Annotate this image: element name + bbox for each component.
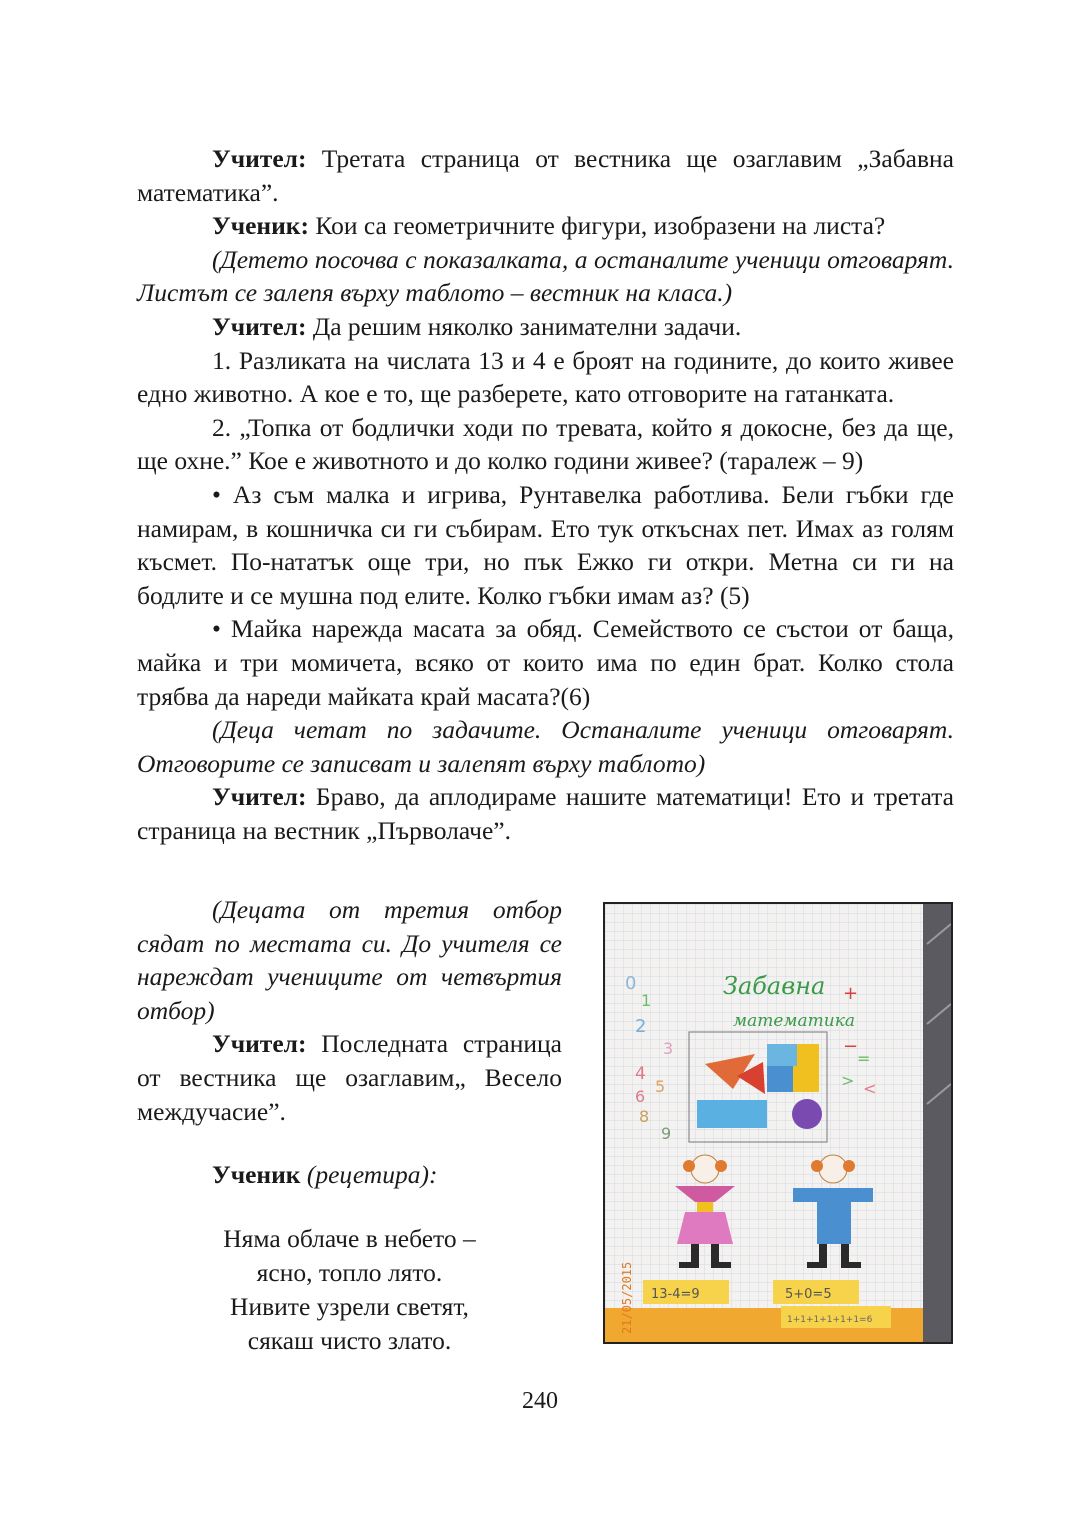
svg-text:−: − [843,1036,859,1057]
stage-direction: (Детето посочва с показалката, а останалите ученици отговарят. Листът се залепя върху таблото – вестник на класа.) [137,244,954,308]
photo-digit: 5 [655,1077,666,1096]
stage-direction: (Деца четат по задачите. Останалите ученици отговарят. Отговорите се записват и залепят върху таблото) [137,715,954,778]
page-number: 240 [522,1388,558,1414]
task-paragraph: 2. „Топка от бодлички ходи по тревата, който я докосне, без да ще, ще охне.” Кое е животното и до колко години живее? (таралеж – 9) [137,412,954,476]
svg-text:>: > [841,1071,855,1090]
rectangle-shape [697,1100,767,1128]
speaker-label: Учител: [212,144,307,173]
background-wall [923,904,951,1342]
photo-digit: 9 [661,1124,672,1143]
equation: 5+0=5 [785,1287,832,1302]
paragraph: Ученик (рецетира): [212,1160,438,1190]
photo-digit: 3 [663,1039,674,1058]
svg-text:<: < [863,1079,877,1098]
poem-line: ясно, топло лято. [256,1257,443,1287]
paragraph: Учител: Браво, да аплодираме нашите математици! Ето и третата страница на вестник „Първолаче”. [137,782,954,845]
svg-text:=: = [857,1049,871,1068]
poem-line: Няма облаче в небето – [223,1223,476,1253]
photo-title: Забавна [723,972,826,1000]
photo-digit: 4 [635,1064,646,1084]
main-text-column [137,142,954,847]
paragraph: Ученик: Кои са геометричните фигури, изобразени на листа? [212,211,886,241]
poem-line: сякаш чисто злато. [247,1325,452,1355]
speaker-label: Ученик [212,1160,301,1190]
poem-line: Нивите узрели светят, [230,1291,469,1321]
date-stamp: 21/05/2015 [620,1261,634,1334]
task-paragraph: • Аз съм малка и игрива, Рунтавелка работлива. Бели гъбки где намирам, в кошничка си ги събирам. Ето тук откъснах пет. Имах аз голям късмет. По-нататък още три, но пък Ежко ги откри. Метна си ги на бодлите и се мушна под елите. Колко гъбки имам аз? (5) [137,479,954,610]
equation: 13-4=9 [651,1287,700,1302]
task-paragraph: • Майка нарежда масата за обяд. Семейството се състои от баща, майка и три момичета, всяко от които има по един брат. Колко стола трябва да нареди майката край масата?(6) [137,614,954,711]
newspaper-page-photo [603,902,953,1344]
speaker-label: Ученик: [212,211,309,241]
lower-text-column [137,893,562,1358]
photo-digit: 0 [625,973,637,994]
circle-shape [792,1099,822,1129]
paragraph: Учител: Да решим няколко занимателни задачи. [212,311,742,341]
speaker-label: Учител: [212,311,307,341]
photo-digit: 6 [635,1087,646,1106]
photo-digit: 1 [641,991,652,1010]
photo-digit: 8 [639,1107,650,1126]
equation: 1+1+1+1+1+1=6 [787,1315,873,1325]
stage-direction: (Децата от третия отбор сядат по местата си. До учителя се нареждат учениците от четвъртия отбор) [137,895,562,1025]
photo-subtitle: математика [733,1011,855,1031]
photo-digit: 2 [635,1016,647,1037]
speaker-label: Учител: [212,782,307,812]
speaker-label: Учител: [212,1029,307,1059]
paragraph: Учител: Последната страница от вестника ще озаглавим„ Весело междучасие”. [137,1029,562,1126]
photo-illustration [605,904,951,1342]
task-paragraph: 1. Разликата на числата 13 и 4 е броят на годините, до които живее едно животно. А кое е то, ще разберете, като отговорите на гатанката. [137,345,954,409]
poem [137,1222,562,1358]
svg-text:+: + [843,983,859,1004]
paragraph: Учител: Третата страница от вестника ще озаглавим „Забавна математика”. [137,144,954,207]
